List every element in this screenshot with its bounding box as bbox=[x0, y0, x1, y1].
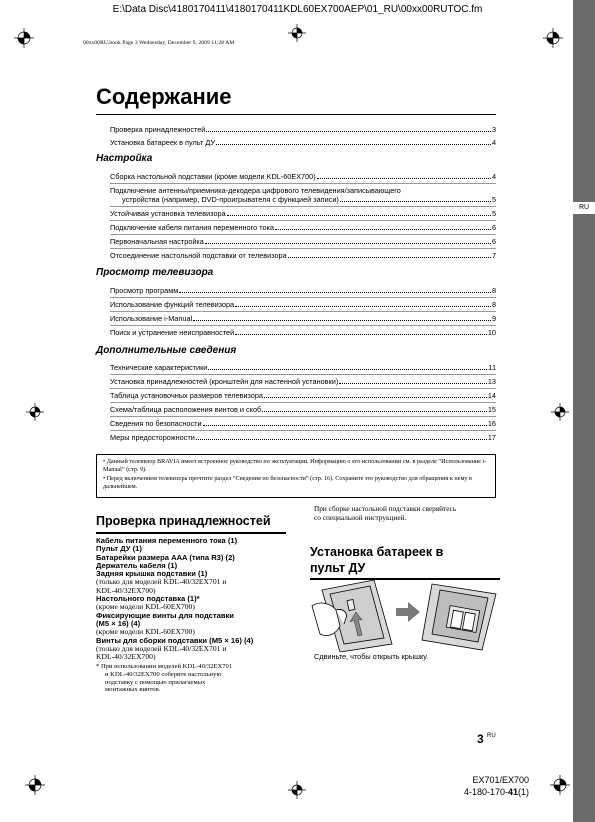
accessories-heading: Проверка принадлежностей bbox=[96, 514, 271, 528]
model-number: EX701/EX700 bbox=[472, 775, 529, 785]
accessory-note: (кроме модели KDL-60EX700) bbox=[96, 627, 195, 637]
toc-entry-line1[interactable]: Подключение антенны/приемника-декодера цифрового телевидения/записывающего bbox=[110, 186, 401, 195]
heading-rule bbox=[96, 532, 286, 534]
section-heading: Настройка bbox=[96, 153, 153, 164]
toc-entry[interactable]: Подключение кабеля питания переменного тока 6 bbox=[110, 223, 496, 232]
toc-entry[interactable]: Просмотр программ 8 bbox=[110, 286, 496, 295]
part-code: 4-180-170-41(1) bbox=[463, 787, 529, 797]
accessory-item: Пульт ДУ (1) bbox=[96, 544, 142, 554]
toc-entry[interactable]: Сведения по безопасности 16 bbox=[110, 419, 496, 428]
footnote: * При использовании моделей KDL-40/32EX701 bbox=[96, 663, 233, 671]
toc-entry[interactable]: Сборка настольной подставки (кроме модели KDL-60EX700) 4 bbox=[110, 172, 496, 181]
footnote: и KDL-40/32EX700 соберите настольную bbox=[105, 671, 222, 679]
page-title: Содержание bbox=[96, 84, 232, 109]
accessory-item: Фиксирующие винты для подставки bbox=[96, 610, 234, 620]
sidebar-lang-label: RU bbox=[573, 202, 595, 214]
accessories-list bbox=[96, 537, 286, 694]
accessory-item: Винты для сборки подставки (M5 × 16) (4) bbox=[96, 635, 254, 645]
note-item: • Данный телевизор BRAVIA имеет встроенное руководство по эксплуатации. Информацию о его использовании см. в разделе “Использование i-Manual” (стр. 9). bbox=[103, 458, 487, 473]
accessory-note: (только для моделей KDL-40/32EX701 и bbox=[96, 643, 227, 653]
toc-entry[interactable]: Первоначальная настройка 6 bbox=[110, 237, 496, 246]
accessory-item: Кабель питания переменного тока (1) bbox=[96, 536, 238, 545]
accessory-note: KDL-40/32EX700) bbox=[96, 652, 156, 662]
battery-heading: Установка батареек в пульт ДУ bbox=[310, 545, 444, 575]
section-heading: Дополнительные сведения bbox=[96, 345, 237, 356]
toc-entry[interactable]: Использование функций телевизора 8 bbox=[110, 300, 496, 309]
page-lang: RU bbox=[487, 733, 496, 739]
assembly-note: При сборке настольной подставки сверяйтесь со специальной инструкцией. bbox=[314, 504, 457, 522]
toc-entry[interactable]: устройства (например, DVD-проигрывателя с функцией записи) 5 bbox=[122, 195, 496, 204]
toc-entry[interactable]: Установка принадлежностей (кронштейн для настенной установки) 13 bbox=[110, 377, 496, 386]
remote-battery-illustration bbox=[310, 580, 505, 652]
remote-right bbox=[422, 584, 496, 650]
toc-entry[interactable]: Таблица установочных размеров телевизора 14 bbox=[110, 391, 496, 400]
page-number: 3 bbox=[477, 732, 484, 746]
toc-entry[interactable]: Отсоединение настольной подставки от телевизора 7 bbox=[110, 251, 496, 260]
toc-entry[interactable]: Технические характеристики 11 bbox=[110, 363, 496, 372]
note-item: • Перед включением телевизора прочтите раздел “Сведения по безопасности” (стр. 16). Сохраните это руководство для обращения к нему в дальнейшем. bbox=[103, 475, 472, 490]
footnote: монтажных винтов. bbox=[105, 686, 161, 694]
accessory-item: Батарейки размера AAA (типа R3) (2) bbox=[96, 552, 235, 562]
accessory-note: (кроме модели KDL-60EX700) bbox=[96, 602, 195, 612]
toc-entry[interactable]: Поиск и устранение неисправностей 10 bbox=[110, 328, 496, 337]
toc-entry[interactable]: Установка батареек в пульт ДУ 4 bbox=[110, 138, 496, 147]
note-box bbox=[96, 454, 496, 498]
accessory-note: KDL-40/32EX700) bbox=[96, 585, 156, 595]
accessory-note: (только для моделей KDL-40/32EX701 и bbox=[96, 577, 227, 587]
accessory-item: (M5 × 16) (4) bbox=[96, 618, 141, 628]
toc-entry[interactable]: Проверка принадлежностей 3 bbox=[110, 125, 496, 134]
title-rule bbox=[96, 114, 496, 115]
toc-entry[interactable]: Устойчивая установка телевизора 5 bbox=[110, 209, 496, 218]
sidebar-tab bbox=[573, 0, 595, 822]
book-info: 00xx00RU.book Page 3 Wednesday, December 9, 2009 11:28 AM bbox=[83, 40, 235, 46]
section-heading: Просмотр телевизора bbox=[96, 267, 214, 278]
right-arrow-icon bbox=[396, 602, 420, 622]
accessory-item: Задняя крышка подставки (1) bbox=[96, 569, 208, 579]
accessory-item: Держатель кабеля (1) bbox=[96, 560, 178, 570]
accessory-item: Настольного подставка (1)* bbox=[96, 594, 200, 604]
footnote: подставку с помощью прилагаемых bbox=[105, 678, 206, 686]
toc-entry[interactable]: Использование i-Manual 9 bbox=[110, 314, 496, 323]
illustration-caption: Сдвиньте, чтобы открыть крышку. bbox=[314, 652, 429, 661]
toc-entry[interactable]: Схема/таблица расположения винтов и скоб 15 bbox=[110, 405, 496, 414]
file-path: E:\Data Disc\4180170411\4180170411KDL60EX700AEP\01_RU\00xx00RUTOC.fm bbox=[112, 4, 483, 15]
toc-entry[interactable]: Меры предосторожности 17 bbox=[110, 433, 496, 442]
